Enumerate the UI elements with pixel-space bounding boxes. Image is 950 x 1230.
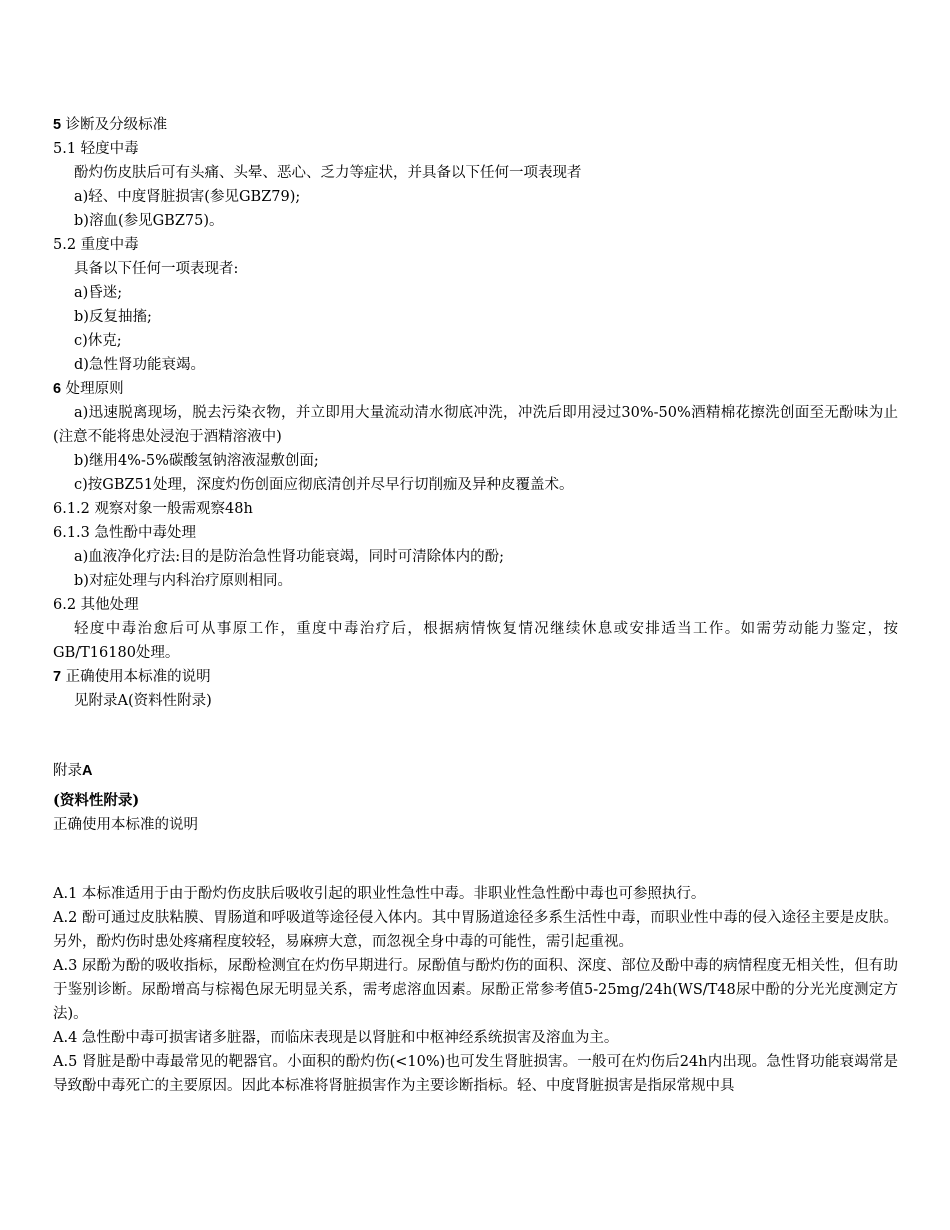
appendix-note: A.2 酚可通过皮肤粘膜、胃肠道和呼吸道等途径侵入体内。其中胃肠道途径多系生活性中毒，而职业性中毒的侵入途径主要是皮肤。另外，酚灼伤时患处疼痛程度较轻，易麻痹大意，而忽视全身中毒的可能性，需引起重视。 <box>53 910 898 950</box>
subsection-heading: 6.2 其他处理 <box>53 597 139 613</box>
subsection-heading: 6.1.3 急性酚中毒处理 <box>53 525 197 541</box>
paragraph-line: 酚灼伤皮肤后可有头痛、头晕、恶心、乏力等症状，并具备以下任何一项表现者 <box>74 165 582 181</box>
paragraph-line: b)溶血(参见GBZ75)。 <box>74 213 224 229</box>
appendix-notes <box>53 882 898 1098</box>
appendix-title: 附录A <box>53 763 93 779</box>
paragraph-line: c)按GBZ51处理，深度灼伤创面应彻底清创并尽早行切削痂及异种皮覆盖术。 <box>74 477 574 493</box>
paragraph-line: c)休克; <box>74 333 122 349</box>
document-page <box>53 113 898 1098</box>
subsection-heading: 5.1 轻度中毒 <box>53 141 139 157</box>
paragraph: a)迅速脱离现场，脱去污染衣物，并立即用大量流动清水彻底冲洗，冲洗后即用浸过30%-50%酒精棉花擦洗创面至无酚味为止(注意不能将患处浸泡于酒精溶液中) <box>53 405 898 445</box>
section-heading: 5 诊断及分级标准 <box>53 117 168 133</box>
paragraph-line: b)反复抽搐; <box>74 309 152 325</box>
appendix-subtitle: (资料性附录) <box>53 792 140 809</box>
appendix-note: A.3 尿酚为酚的吸收指标，尿酚检测宜在灼伤早期进行。尿酚值与酚灼伤的面积、深度、部位及酚中毒的病情程度无相关性，但有助于鉴别诊断。尿酚增高与棕褐色尿无明显关系，需考虑溶血因素。尿酚正常参考值5-25mg/24h(WS/T48尿中酚的分光光度测定方法)。 <box>53 958 898 1022</box>
appendix-note: A.5 肾脏是酚中毒最常见的靶器官。小面积的酚灼伤(<10%)也可发生肾脏损害。一般可在灼伤后24h内出现。急性肾功能衰竭常是导致酚中毒死亡的主要原因。因此本标准将肾脏损害作为主要诊断指标。轻、中度肾脏损害是指尿常规中具 <box>53 1054 898 1094</box>
standard-sections <box>53 113 898 713</box>
appendix-a <box>53 759 898 837</box>
paragraph-line: b)对症处理与内科治疗原则相同。 <box>74 573 292 589</box>
appendix-note: A.4 急性酚中毒可损害诸多脏器，而临床表现是以肾脏和中枢神经系统损害及溶血为主。 <box>53 1030 619 1046</box>
paragraph: 轻度中毒治愈后可从事原工作，重度中毒治疗后，根据病情恢复情况继续休息或安排适当工作。如需劳动能力鉴定，按GB/T16180处理。 <box>53 621 898 661</box>
paragraph-line: d)急性肾功能衰竭。 <box>74 357 205 373</box>
paragraph-line: 见附录A(资料性附录) <box>74 693 212 709</box>
appendix-heading: 正确使用本标准的说明 <box>53 817 198 833</box>
subsection-heading: 5.2 重度中毒 <box>53 237 139 253</box>
section-heading: 7 正确使用本标准的说明 <box>53 669 211 685</box>
paragraph-line: 具备以下任何一项表现者: <box>74 261 239 277</box>
section-heading: 6 处理原则 <box>53 381 124 397</box>
paragraph-line: a)轻、中度肾脏损害(参见GBZ79); <box>74 189 301 205</box>
appendix-note: A.1 本标准适用于由于酚灼伤皮肤后吸收引起的职业性急性中毒。非职业性急性酚中毒也可参照执行。 <box>53 886 706 902</box>
paragraph-line: a)血液净化疗法:目的是防治急性肾功能衰竭，同时可清除体内的酚; <box>74 549 505 565</box>
paragraph-line: a)昏迷; <box>74 285 123 301</box>
subsection-heading: 6.1.2 观察对象一般需观察48h <box>53 501 253 517</box>
paragraph-line: b)继用4%-5%碳酸氢钠溶液湿敷创面; <box>74 453 319 469</box>
